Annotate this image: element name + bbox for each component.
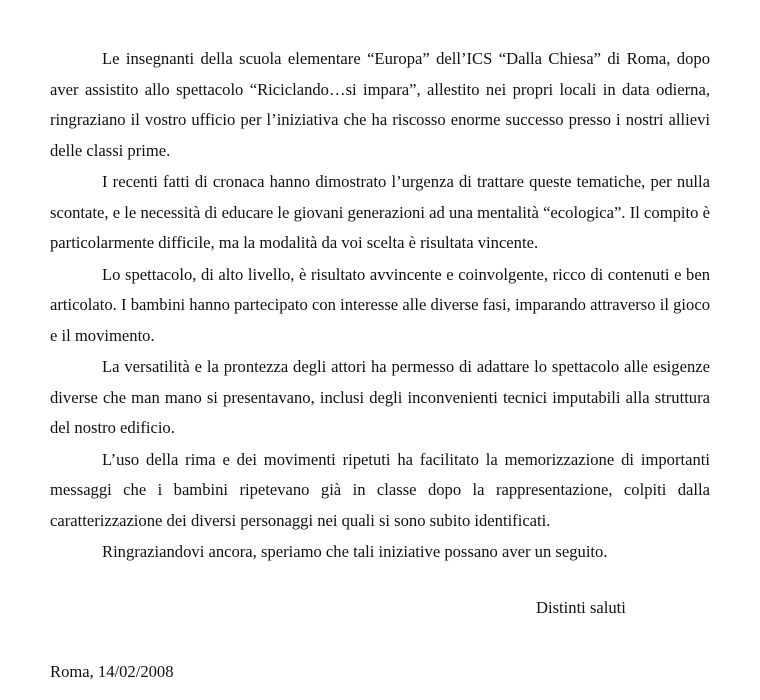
paragraph-1: Le insegnanti della scuola elementare “Europa” dell’ICS “Dalla Chiesa” di Roma, dopo aver assistito allo spettacolo “Riciclando…si impara”, allestito nei propri locali in data odierna, ringraziano il vostro ufficio per l’iniziativa che ha riscosso enorme successo presso i nostri allievi delle classi prime. [50, 49, 710, 160]
letter-body [50, 44, 710, 569]
closing-salutation: Distinti saluti [536, 598, 626, 617]
paragraph-4: La versatilità e la prontezza degli attori ha permesso di adattare lo spettacolo alle esigenze diverse che man mano si presentavano, inclusi degli inconvenienti tecnici imputabili alla struttura del nostro edificio. [50, 357, 710, 437]
paragraph-2: I recenti fatti di cronaca hanno dimostrato l’urgenza di trattare queste tematiche, per nulla scontate, e le necessità di educare le giovani generazioni ad una mentalità “ecologica”. Il compito è particolarmente difficile, ma la modalità da voi scelta è risultata vincente. [50, 172, 710, 252]
paragraph-3: Lo spettacolo, di alto livello, è risultato avvincente e coinvolgente, ricco di contenuti e ben articolato. I bambini hanno partecipato con interesse alle diverse fasi, imparando attraverso il gioco e il movimento. [50, 264, 710, 345]
paragraph-6: Ringraziandovi ancora, speriamo che tali iniziative possano aver un seguito. [102, 542, 608, 561]
paragraph-5: L’uso della rima e dei movimenti ripetuti ha facilitato la memorizzazione di importanti messaggi che i bambini ripetevano già in classe dopo la rappresentazione, colpiti dalla caratterizzazione dei diversi personaggi nei quali si sono subito identificati. [50, 449, 710, 530]
place-date: Roma, 14/02/2008 [50, 662, 174, 681]
